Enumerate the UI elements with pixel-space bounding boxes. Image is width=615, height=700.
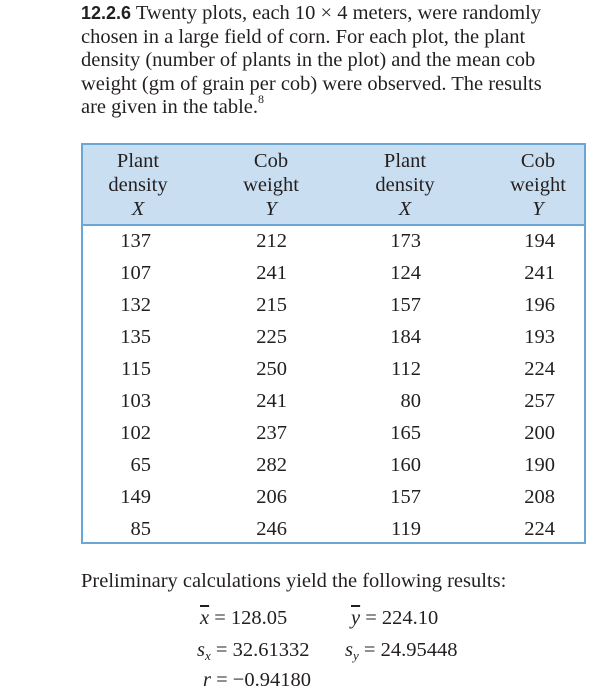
header-var: Y	[532, 198, 544, 220]
table-cell: 212	[256, 230, 287, 252]
table-cell: 137	[120, 230, 151, 252]
r-stat	[203, 668, 311, 692]
problem-text-line-1: Twenty plots, each 10 × 4 meters, were randomly	[135, 2, 542, 24]
equals-sign: =	[365, 607, 377, 629]
problem-number: 12.2.6	[81, 3, 132, 23]
header-plant-density-2	[350, 149, 460, 221]
table-cell: 112	[391, 358, 421, 380]
table-cell: 65	[130, 454, 151, 476]
table-cell: 107	[120, 262, 151, 284]
table-cell: 215	[256, 294, 287, 316]
xbar-value: 128.05	[230, 607, 288, 629]
table-cell: 282	[256, 454, 287, 476]
table-cell: 103	[120, 390, 151, 412]
header-cob-weight-2	[483, 149, 593, 221]
header-line2: density	[108, 174, 168, 196]
problem-text-line-2: chosen in a large field of corn. For each plot, the plant	[81, 25, 526, 48]
table-cell: 135	[120, 326, 151, 348]
table-cell: 250	[256, 358, 287, 380]
table-cell: 184	[390, 326, 421, 348]
table-cell: 224	[524, 358, 555, 380]
ybar-stat	[351, 606, 438, 630]
sx-subscript: x	[204, 648, 211, 663]
equals-sign: =	[215, 639, 228, 661]
equals-sign: =	[216, 669, 228, 691]
xbar-symbol: $\overline{x}$	[200, 607, 210, 629]
header-var: X	[131, 198, 145, 220]
table-cell: 196	[524, 294, 555, 316]
table-cell: 193	[524, 326, 555, 348]
data-table	[81, 143, 586, 544]
table-cell: 257	[524, 390, 555, 412]
sy-subscript: y	[352, 648, 359, 663]
table-cell: 241	[524, 262, 555, 284]
table-cell: 190	[524, 454, 555, 476]
header-line1: Plant	[116, 150, 160, 172]
header-line1: Cob	[520, 150, 556, 172]
header-line1: Plant	[383, 150, 427, 172]
equals-sign: =	[363, 639, 376, 661]
footnote-marker: 8	[258, 92, 265, 107]
table-cell: 80	[400, 390, 421, 412]
table-cell: 241	[256, 390, 287, 412]
table-cell: 132	[120, 294, 151, 316]
sx-symbol: s	[197, 639, 205, 661]
table-cell: 241	[256, 262, 287, 284]
table-cell: 160	[390, 454, 421, 476]
xbar-stat	[200, 606, 287, 630]
header-line2: weight	[510, 174, 566, 196]
table-cell: 225	[256, 326, 287, 348]
column-plant-density-2	[386, 229, 421, 549]
problem-statement	[81, 2, 591, 120]
table-cell: 173	[390, 230, 421, 252]
problem-text-line-4: weight (gm of grain per cob) were observed. The results	[81, 72, 542, 95]
table-cell: 85	[130, 518, 151, 540]
table-cell: 246	[256, 518, 287, 540]
table-header	[83, 145, 584, 226]
header-var: Y	[265, 198, 277, 220]
table-cell: 194	[524, 230, 555, 252]
sx-value: 32.61332	[232, 639, 310, 661]
table-cell: 119	[391, 518, 421, 540]
table-cell: 224	[524, 518, 555, 540]
sx-stat	[197, 638, 309, 668]
column-cob-weight-1	[252, 229, 287, 549]
table-cell: 149	[120, 486, 151, 508]
ybar-symbol: $\overline{y}$	[351, 607, 361, 629]
equals-sign: =	[214, 607, 226, 629]
r-value: −0.94180	[232, 669, 311, 691]
sy-symbol: s	[345, 639, 353, 661]
table-cell: 157	[390, 486, 421, 508]
r-symbol: r	[203, 669, 211, 691]
table-cell: 115	[121, 358, 151, 380]
problem-text-line-5: are given in the table.	[81, 96, 259, 118]
table-cell: 157	[390, 294, 421, 316]
header-var: X	[398, 198, 412, 220]
table-cell: 200	[524, 422, 555, 444]
sy-stat	[345, 638, 457, 668]
table-cell: 124	[390, 262, 421, 284]
table-cell: 237	[256, 422, 287, 444]
table-cell: 206	[256, 486, 287, 508]
header-plant-density-1	[83, 149, 193, 221]
header-cob-weight-1	[216, 149, 326, 221]
table-cell: 102	[120, 422, 151, 444]
prelim-text: Preliminary calculations yield the following results:	[81, 570, 507, 592]
problem-text-line-3: density (number of plants in the plot) and the mean cob	[81, 49, 536, 71]
header-line2: weight	[243, 174, 299, 196]
header-line2: density	[375, 174, 435, 196]
ybar-value: 224.10	[381, 607, 439, 629]
column-cob-weight-2	[520, 229, 555, 549]
sy-value: 24.95448	[380, 639, 458, 661]
header-line1: Cob	[253, 150, 289, 172]
column-plant-density-1	[117, 229, 151, 549]
table-cell: 165	[390, 422, 421, 444]
table-cell: 208	[524, 486, 555, 508]
